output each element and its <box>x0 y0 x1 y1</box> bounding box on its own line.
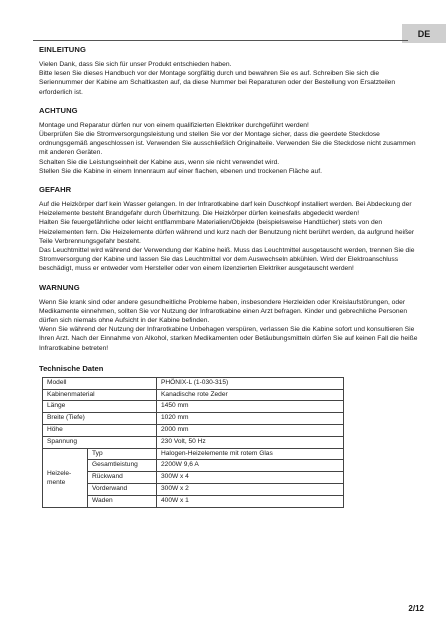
table-row <box>43 377 344 389</box>
table-row <box>43 413 344 425</box>
table-row <box>43 436 344 448</box>
section-gefahr <box>39 185 419 274</box>
paragraph: Wenn Sie krank sind oder andere gesundheitliche Probleme haben, insbesondere Herzleiden oder Kreislaufstörungen, oder Medikamente einnehmen, sollten Sie vor Nutzung der Infrarotkabine einen Arzt befragen. Kinder und gebrechliche Personen dürfen sich niemals ohne Aufsicht in der Kabine befinden. <box>39 298 408 325</box>
table-cell: Gesamtleistung <box>88 460 157 472</box>
table-cell: Halogen-Heizelemente mit rotem Glas <box>157 448 344 460</box>
table-heading: Technische Daten <box>39 363 104 373</box>
table-row <box>43 425 344 437</box>
table-cell: 1450 mm <box>157 401 344 413</box>
paragraph: Vielen Dank, dass Sie sich für unser Produkt entschieden haben. <box>39 61 232 68</box>
table-cell-group: Heizele-mente <box>43 448 88 507</box>
section-heading: ACHTUNG <box>39 105 78 115</box>
table-cell: Rückwand <box>88 472 157 484</box>
paragraph: Stellen Sie die Kabine in einem Innenraum auf einer flachen, ebenen und trockenen Fläche auf. <box>39 167 322 175</box>
table-cell: 400W x 1 <box>157 495 344 507</box>
table-cell: Kabinenmaterial <box>43 389 157 401</box>
document-content <box>39 45 419 508</box>
table-cell: 230 Volt, 50 Hz <box>157 436 344 448</box>
table-row <box>43 401 344 413</box>
paragraph: Schalten Sie die Leistungseinheit der Kabine aus, wenn sie nicht verwendet wird. <box>39 158 280 166</box>
table-cell: 1020 mm <box>157 413 344 425</box>
table-cell: 300W x 2 <box>157 484 344 496</box>
table-cell: Typ <box>88 448 157 460</box>
section-heading: EINLEITUNG <box>39 45 86 54</box>
paragraph: Halten Sie feuergefährliche oder leicht entflammbare Materialien/Objekte (beispielsweise Handtücher) stets von den Heizelementen fern. Die Heizelemente dürfen während und kurz nach der Benutzung nicht berührt werden, da aufgrund heißer Teile Verbrennungsgefahr besteht. <box>39 219 415 245</box>
section-achtung <box>39 106 419 176</box>
paragraph: Das Leuchtmittel wird während der Verwendung der Kabine heiß. Muss das Leuchtmittel ausgetauscht werden, trennen Sie die Stromversorgung der Kabine und lassen Sie das Leuchtmittel vor dem Auswechseln abkühlen. Wird der Elektroanschluss beschädigt, muss er entweder vom Hersteller oder von einem lizenzierten Elektriker ausgetauscht werden! <box>39 247 415 273</box>
table-cell: Kanadische rote Zeder <box>157 389 344 401</box>
table-cell: Waden <box>88 495 157 507</box>
table-cell: PHÖNIX-L (1-030-315) <box>157 377 344 389</box>
table-cell: Breite (Tiefe) <box>43 413 157 425</box>
table-cell: 2200W 9,6 A <box>157 460 344 472</box>
table-row <box>43 389 344 401</box>
paragraph: Wenn Sie während der Nutzung der Infrarotkabine Unbehagen verspüren, verlassen Sie die Kabine sofort und konsultieren Sie Ihren Arzt. Nach der Einnahme von Alkohol, starken Medikamenten oder Betäubungsmitteln dürfen Sie auf keinen Fall die heiße Infrarotkabine betreten! <box>39 326 418 352</box>
table-cell: Höhe <box>43 425 157 437</box>
paragraph: Bitte lesen Sie dieses Handbuch vor der Montage sorgfältig durch und bewahren Sie es auf. Schreiben Sie sich die Seriennummer der Kabine am Schaltkasten auf, da diese Nummer bei Reparaturen oder der Bestellung von Ersatzteilen erforderlich ist. <box>39 70 396 96</box>
table-cell: 2000 mm <box>157 425 344 437</box>
paragraph: Montage und Reparatur dürfen nur von einem qualifizierten Elektriker durchgeführt werden! <box>39 121 309 129</box>
paragraph: Überprüfen Sie die Stromversorgungsleistung und stellen Sie vor der Montage sicher, dass die geerdete Steckdose ordnungsgemäß angeschlossen ist. Verwenden Sie ausschließlich Originalteile. Verwenden Sie die Steckdose nicht zusammen mit anderen Geräten. <box>39 131 416 157</box>
table-row <box>43 484 344 496</box>
table-cell: Modell <box>43 377 157 389</box>
table-row <box>43 472 344 484</box>
table-cell: Länge <box>43 401 157 413</box>
page-number: 2/12 <box>408 604 424 613</box>
section-einleitung <box>39 45 419 97</box>
table-cell: Spannung <box>43 436 157 448</box>
table-row <box>43 448 344 460</box>
table-row <box>43 495 344 507</box>
header-rule <box>33 40 408 41</box>
paragraph: Auf die Heizkörper darf kein Wasser gelangen. In der Infrarotkabine darf kein Duschkopf installiert werden. Bei Abdeckung der Heizelemente besteht Brandgefahr durch Überhitzung. Die Heizkörper dürfen keinesfalls abgedeckt werden! <box>39 201 412 218</box>
section-heading: GEFAHR <box>39 185 72 195</box>
tech-data-table <box>42 377 344 508</box>
section-warnung <box>39 283 419 353</box>
table-cell: Vorderwand <box>88 484 157 496</box>
table-cell: 300W x 4 <box>157 472 344 484</box>
table-row <box>43 460 344 472</box>
language-tab: DE <box>402 24 446 43</box>
section-heading: WARNUNG <box>39 282 80 292</box>
